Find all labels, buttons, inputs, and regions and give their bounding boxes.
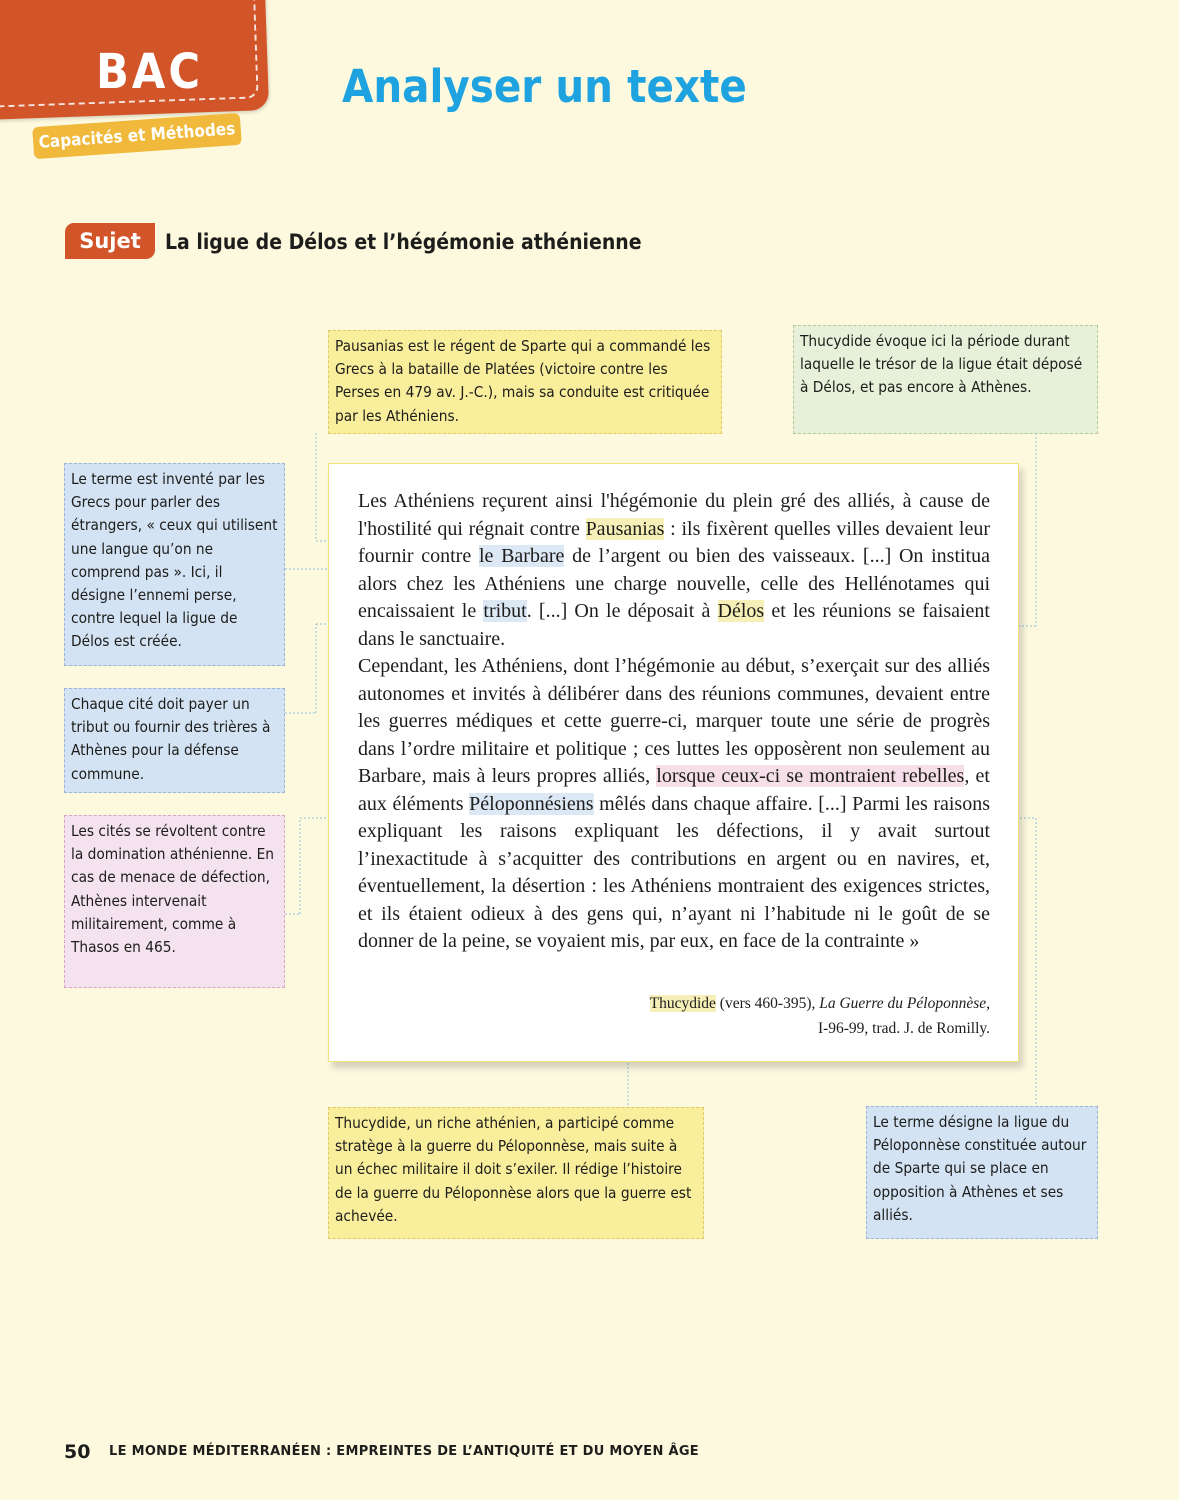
- citation-line-1: [560, 991, 990, 1016]
- source-citation: [560, 991, 990, 1041]
- source-paragraph-1: [358, 488, 990, 653]
- note-tribut: Chaque cité doit payer un tribut ou fournir des trières à Athènes pour la défense commune.: [64, 688, 285, 793]
- source-paragraph-2: [358, 653, 990, 956]
- methods-ribbon: Capacités et Méthodes: [32, 113, 242, 159]
- highlight-barbare: le Barbare: [478, 545, 565, 567]
- citation-dates: (vers 460-395),: [715, 995, 820, 1012]
- page-title: Analyser un texte: [342, 60, 747, 113]
- text-run: Cependant, les Athéniens, dont l’hégémonie au début, s’exerçait sur des alliés autonomes et invités à délibérer dans des réunions communes, devaient entre les guerres médiques et cette guerre-ci, marquer toute une série de progrès dans l’ordre militaire et politique ; ces luttes les opposèrent non seulement au Barbare, mais à leurs propres alliés,: [358, 655, 990, 787]
- text-run: : ils fixèrent quelles villes devaient leur fournir contre: [358, 517, 990, 567]
- highlight-peloponnesiens: Péloponnésiens: [469, 792, 594, 815]
- highlight-rebelles: lorsque ceux-ci se montraient rebelles: [656, 765, 965, 787]
- note-thucydide: Thucydide, un riche athénien, a participé comme stratège à la guerre du Péloponnèse, mais suite à un échec militaire il doit s’exiler. Il rédige l’histoire de la guerre du Péloponnèse alors que la guerre est achevée.: [328, 1107, 704, 1239]
- note-barbare: Le terme est inventé par les Grecs pour parler des étrangers, « ceux qui utilisent une langue qu’on ne comprend pas ». Ici, il désigne l’ennemi perse, contre lequel la ligue de Délos est créée.: [64, 463, 285, 666]
- note-rebelles: Les cités se révoltent contre la domination athénienne. En cas de menace de défection, Athènes intervenait militairement, comme à Thasos en 465.: [64, 815, 285, 988]
- highlight-tribut: tribut: [483, 600, 527, 622]
- text-run: de l’argent ou bien des vaisseaux. [...] On institua alors chez les Athéniens une charge nouvelle, celle des Hellénotames qui encaissaient le: [358, 545, 990, 622]
- text-run: , et aux éléments: [358, 765, 990, 815]
- citation-reference: I-96-99, trad. J. de Romilly.: [817, 1020, 990, 1037]
- source-excerpt: [358, 488, 990, 956]
- text-run: mêlés dans chaque affaire. [...] Parmi les raisons expliquant les raisons expliquant les défections, il y avait surtout l’inexactitude à s’acquitter des contributions en argent ou en navires, et, éventuellement, la désertion : les Athéniens montraient des exigences strictes, et ils étaient odieux à des gens qui, n’ayant ni l’habitude ni le goût de se donner de la peine, se voyaient mis, par eux, en face de la contrainte »: [358, 792, 990, 952]
- citation-author: Thucydide: [649, 995, 716, 1012]
- note-delos: Thucydide évoque ici la période durant laquelle le trésor de la ligue était déposé à Délos, et pas encore à Athènes.: [793, 325, 1098, 434]
- highlight-delos: Délos: [717, 600, 765, 622]
- highlight-pausanias: Pausanias: [585, 517, 665, 540]
- sujet-badge: Sujet: [65, 223, 155, 259]
- page-number: 50: [64, 1441, 91, 1463]
- note-peloponnesiens: Le terme désigne la ligue du Péloponnèse constituée autour de Sparte qui se place en opposition à Athènes et ses alliés.: [866, 1106, 1098, 1239]
- text-run: Les Athéniens reçurent ainsi l'hégémonie du plein gré des alliés, à cause de l'hostilité qui régnait contre: [358, 490, 990, 540]
- bac-label: BAC: [96, 44, 204, 100]
- note-pausanias: Pausanias est le régent de Sparte qui a commandé les Grecs à la bataille de Platées (victoire contre les Perses en 479 av. J.-C.), mais sa conduite est critiquée par les Athéniens.: [328, 330, 722, 434]
- subject-title: La ligue de Délos et l’hégémonie athénienne: [165, 230, 642, 254]
- footer-label: LE MONDE MÉDITERRANÉEN : EMPREINTES DE L’ANTIQUITÉ ET DU MOYEN ÂGE: [109, 1444, 699, 1459]
- text-run: . [...] On le déposait à: [526, 600, 718, 622]
- citation-work: La Guerre du Péloponnèse,: [819, 995, 990, 1012]
- text-run: et les réunions se faisaient dans le sanctuaire.: [358, 600, 990, 650]
